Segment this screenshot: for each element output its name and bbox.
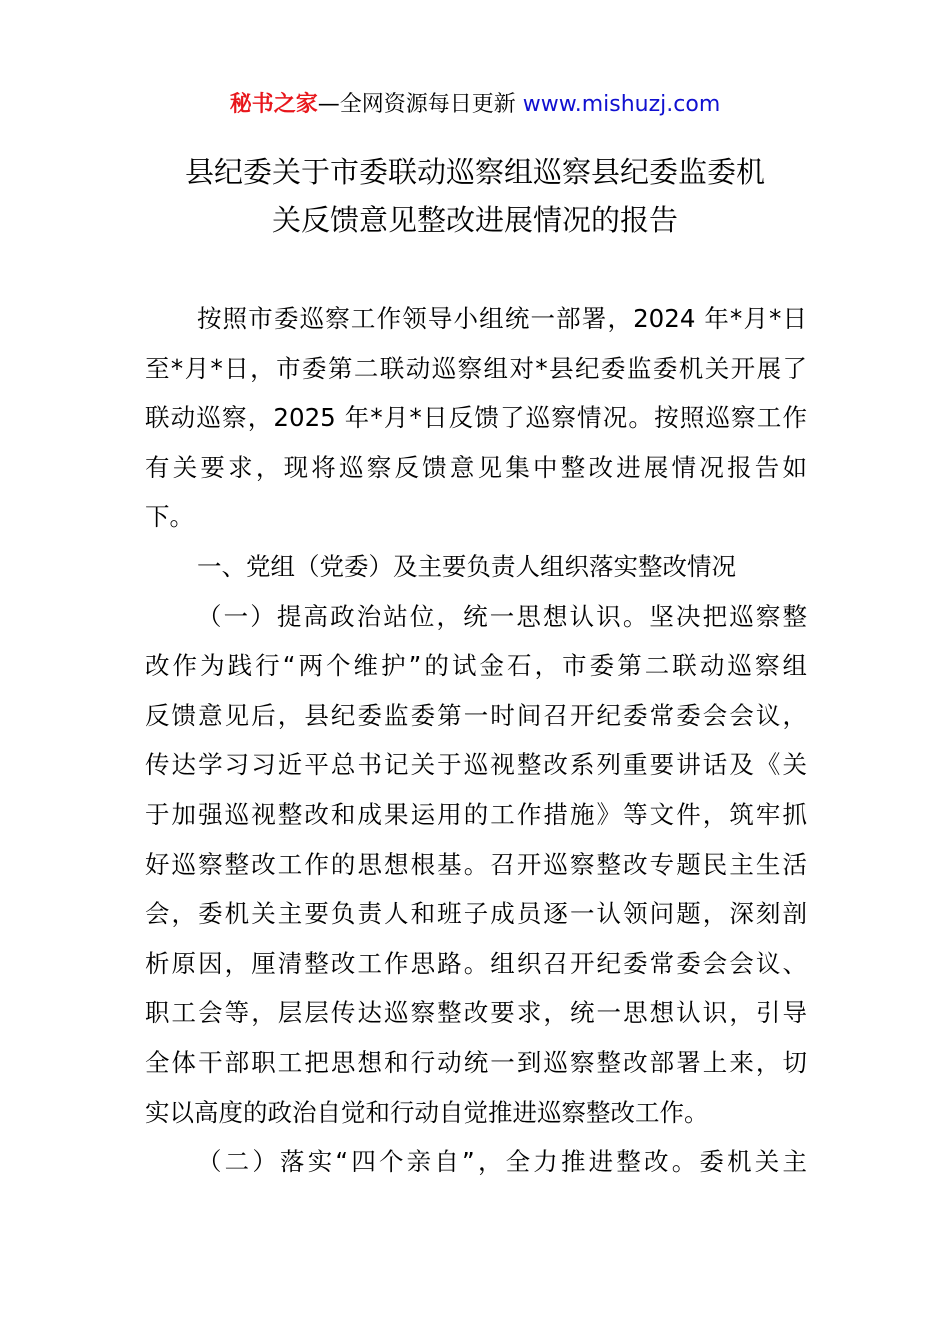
text-line: 反馈意见后，县纪委监委第一时间召开纪委常委会会议， [145, 700, 807, 730]
section-heading-1 [145, 542, 807, 592]
heading-text: 一、党组（党委）及主要负责人组织落实整改情况 [197, 551, 736, 581]
paragraph-intro [145, 294, 807, 542]
site-link[interactable]: www.mishuzj.com [522, 92, 721, 117]
text-line: 有关要求，现将巡察反馈意见集中整改进展情况报告如 [145, 452, 807, 482]
document-body [145, 294, 807, 1187]
document-title [140, 148, 810, 244]
site-header [0, 90, 950, 120]
header-tagline: —全网资源每日更新 [317, 92, 523, 117]
paragraph-section-1-2 [145, 1137, 807, 1187]
text-line: 改作为践行“两个维护”的试金石，市委第二联动巡察组 [145, 651, 807, 681]
text-line: 传达学习习近平总书记关于巡视整改系列重要讲话及《关 [145, 750, 807, 780]
text-line: 全体干部职工把思想和行动统一到巡察整改部署上来，切 [145, 1047, 807, 1077]
text-line: （二）落实“四个亲自”，全力推进整改。委机关主 [197, 1147, 807, 1177]
text-line: 按照市委巡察工作领导小组统一部署，2024 年*月*日 [197, 304, 807, 333]
text-line: 下。 [145, 502, 194, 532]
paragraph-section-1-1 [145, 592, 807, 1138]
text-line: 于加强巡视整改和成果运用的工作措施》等文件，筑牢抓 [145, 799, 807, 829]
title-line-1: 县纪委关于市委联动巡察组巡察县纪委监委机 [184, 155, 765, 189]
text-line: 实以高度的政治自觉和行动自觉推进巡察整改工作。 [145, 1097, 709, 1127]
text-line: （一）提高政治站位，统一思想认识。坚决把巡察整 [197, 601, 807, 631]
brand-name: 秘书之家 [229, 92, 318, 117]
title-line-2: 关反馈意见整改进展情况的报告 [271, 203, 678, 237]
text-line: 至*月*日，市委第二联动巡察组对*县纪委监委机关开展了 [145, 353, 807, 383]
text-line: 析原因，厘清整改工作思路。组织召开纪委常委会会议、 [145, 948, 807, 978]
text-line: 联动巡察，2025 年*月*日反馈了巡察情况。按照巡察工作 [145, 403, 807, 433]
text-line: 好巡察整改工作的思想根基。召开巡察整改专题民主生活 [145, 849, 807, 879]
text-line: 职工会等，层层传达巡察整改要求，统一思想认识，引导 [145, 998, 807, 1028]
text-line: 会，委机关主要负责人和班子成员逐一认领问题，深刻剖 [145, 899, 807, 929]
